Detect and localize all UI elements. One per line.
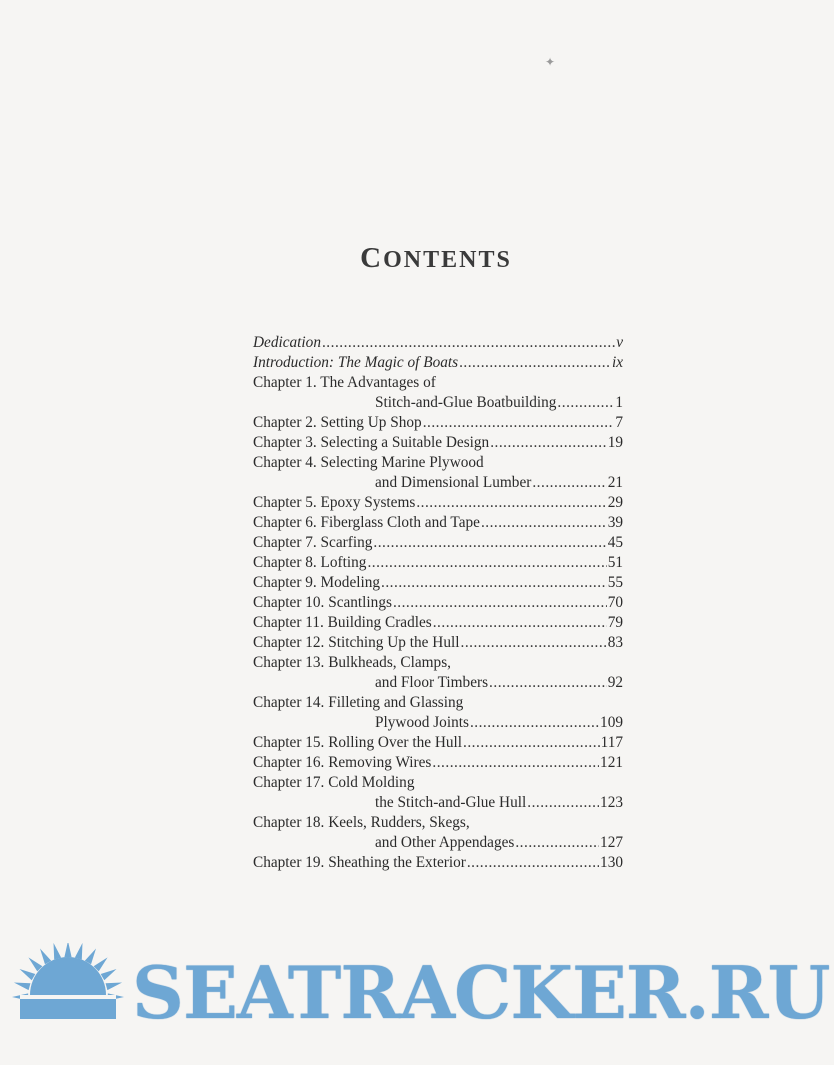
toc-line (253, 413, 623, 433)
toc-label: Chapter 12. Stitching Up the Hull (253, 634, 460, 651)
title-initial: C (360, 242, 384, 274)
toc-line (253, 533, 623, 553)
toc-leader-dots (423, 413, 615, 433)
sun-ray (101, 969, 117, 980)
toc-leader-dots (532, 473, 606, 493)
toc-entry (253, 353, 623, 373)
toc-page-number: 109 (600, 714, 623, 731)
toc-leader-dots (463, 733, 600, 753)
toc-page-number: 121 (600, 754, 623, 771)
toc-leader-dots (322, 333, 615, 353)
toc-entry (253, 733, 623, 753)
toc-label: Chapter 3. Selecting a Suitable Design (253, 434, 490, 451)
toc-line (253, 453, 623, 473)
toc-label: Chapter 7. Scarfing (253, 534, 373, 551)
toc-page-number: 45 (607, 534, 623, 551)
toc-page-number: 92 (607, 674, 623, 691)
toc-page-number: 51 (607, 554, 623, 571)
toc-leader-dots (470, 713, 599, 733)
toc-label: Chapter 5. Epoxy Systems (253, 494, 416, 511)
toc-page-number: 7 (615, 414, 623, 431)
title-rest: ONTENTS (383, 247, 512, 273)
toc-line (253, 433, 623, 453)
toc-leader-dots (461, 633, 607, 653)
toc-line-continuation (253, 793, 623, 813)
toc-leader-dots (489, 673, 607, 693)
toc-entry (253, 813, 623, 853)
toc-line (253, 333, 623, 353)
toc-line (253, 593, 623, 613)
toc-leader-dots (515, 833, 599, 853)
toc-page-number: 123 (600, 794, 623, 811)
watermark (0, 935, 834, 1045)
toc-leader-dots (432, 753, 599, 773)
sun-ray (54, 943, 62, 959)
toc-label: Chapter 18. Keels, Rudders, Skegs, (253, 814, 470, 831)
toc-label: Plywood Joints (375, 714, 469, 731)
toc-page-number: 127 (600, 834, 623, 851)
toc-line-continuation (253, 833, 623, 853)
toc-entry (253, 753, 623, 773)
sun-ray (64, 943, 71, 957)
paper-speck: ✦ (545, 55, 556, 69)
toc-leader-dots (373, 533, 606, 553)
watermark-text: SEATRACKER.RU (132, 950, 830, 1035)
toc-leader-dots (490, 433, 607, 453)
toc-leader-dots (416, 493, 606, 513)
toc-line (253, 733, 623, 753)
toc-label: the Stitch-and-Glue Hull (375, 794, 527, 811)
toc-line (253, 573, 623, 593)
toc-entry (253, 853, 623, 873)
toc-label: and Dimensional Lumber (375, 474, 532, 491)
toc-line (253, 513, 623, 533)
toc-leader-dots (481, 513, 607, 533)
toc-entry (253, 513, 623, 533)
toc-label: Chapter 15. Rolling Over the Hull (253, 734, 463, 751)
toc-label: Chapter 9. Modeling (253, 574, 381, 591)
toc-label: and Other Appendages (375, 834, 515, 851)
toc-page-number: 79 (607, 614, 623, 631)
toc-entry (253, 653, 623, 693)
toc-page-number: 70 (607, 594, 623, 611)
toc-entry (253, 553, 623, 573)
toc-line-continuation (253, 393, 623, 413)
sun-ray (14, 983, 31, 991)
toc-label: Chapter 16. Removing Wires (253, 754, 432, 771)
toc-entry (253, 593, 623, 613)
toc-label: Chapter 19. Sheathing the Exterior (253, 854, 466, 871)
toc-label: Chapter 8. Lofting (253, 554, 367, 571)
toc-entry (253, 573, 623, 593)
toc-entry (253, 333, 623, 353)
toc-leader-dots (367, 553, 606, 573)
toc-label: Introduction: The Magic of Boats (253, 354, 459, 371)
toc-entry (253, 413, 623, 433)
toc-page-number: 1 (615, 394, 623, 411)
toc-label: Chapter 4. Selecting Marine Plywood (253, 454, 484, 471)
toc-entry (253, 533, 623, 553)
toc-leader-dots (433, 613, 607, 633)
toc-entry (253, 613, 623, 633)
toc-entry (253, 493, 623, 513)
toc-entry (253, 453, 623, 493)
table-of-contents (253, 333, 623, 873)
toc-entry (253, 433, 623, 453)
toc-label: Chapter 17. Cold Molding (253, 774, 415, 791)
toc-line (253, 553, 623, 573)
toc-label: Chapter 6. Fiberglass Cloth and Tape (253, 514, 480, 531)
toc-label: Chapter 10. Scantlings (253, 594, 392, 611)
toc-label: Chapter 13. Bulkheads, Clamps, (253, 654, 451, 671)
toc-label: Chapter 11. Building Cradles (253, 614, 432, 631)
toc-page-number: 21 (607, 474, 623, 491)
toc-line (253, 813, 623, 833)
toc-label: Dedication (253, 334, 321, 351)
toc-page-number: 55 (607, 574, 623, 591)
toc-leader-dots (527, 793, 599, 813)
toc-page-number: 83 (607, 634, 623, 651)
toc-line (253, 653, 623, 673)
toc-line (253, 693, 623, 713)
toc-label: Chapter 1. The Advantages of (253, 374, 436, 391)
sun-icon (8, 943, 128, 1043)
toc-page-number: 117 (600, 734, 623, 751)
toc-leader-dots (467, 853, 599, 873)
sun-ray (20, 969, 36, 980)
toc-line (253, 353, 623, 373)
toc-line (253, 633, 623, 653)
sun-ray (75, 943, 83, 959)
toc-entry (253, 693, 623, 733)
sun-ray (106, 983, 123, 991)
toc-line (253, 773, 623, 793)
toc-leader-dots (381, 573, 607, 593)
page-title (0, 242, 834, 275)
toc-label: Chapter 14. Filleting and Glassing (253, 694, 464, 711)
toc-page-number: ix (611, 354, 623, 371)
toc-entry (253, 633, 623, 653)
toc-leader-dots (557, 393, 614, 413)
toc-line (253, 493, 623, 513)
toc-page-number: 19 (607, 434, 623, 451)
toc-label: Chapter 2. Setting Up Shop (253, 414, 422, 431)
toc-line (253, 373, 623, 393)
toc-entry (253, 773, 623, 813)
toc-leader-dots (459, 353, 611, 373)
toc-label: and Floor Timbers (375, 674, 489, 691)
toc-page-number: 29 (607, 494, 623, 511)
toc-line (253, 613, 623, 633)
toc-leader-dots (393, 593, 607, 613)
toc-page-number: 130 (600, 854, 623, 871)
toc-page-number: v (616, 334, 623, 351)
toc-line-continuation (253, 473, 623, 493)
toc-line-continuation (253, 673, 623, 693)
toc-label: Stitch-and-Glue Boatbuilding (375, 394, 557, 411)
toc-line (253, 853, 623, 873)
toc-line-continuation (253, 713, 623, 733)
toc-page-number: 39 (607, 514, 623, 531)
toc-line (253, 753, 623, 773)
toc-entry (253, 373, 623, 413)
